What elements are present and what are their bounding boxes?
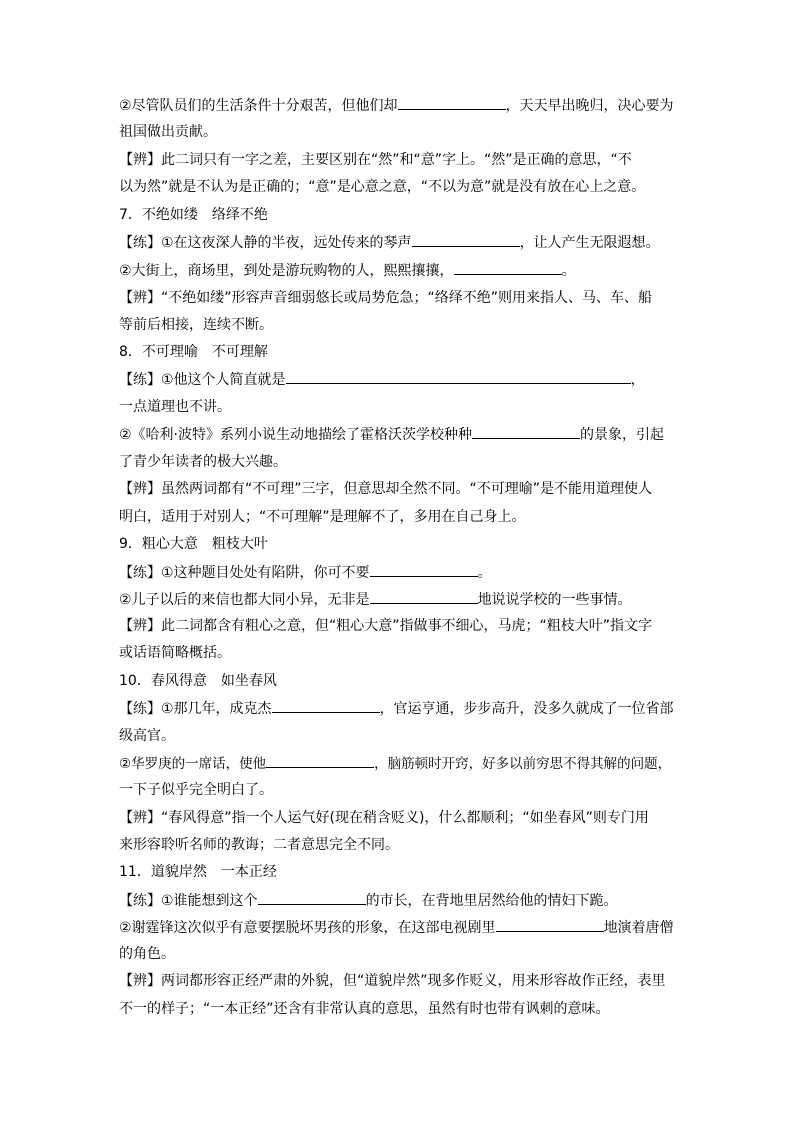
text-line: 一点道理也不讲。 <box>119 399 231 415</box>
text-line: 一下子似乎完全明白了。 <box>119 782 273 798</box>
text-line: 的角色。 <box>119 946 175 962</box>
answer-blank[interactable] <box>370 589 478 604</box>
exercise-line <box>119 232 660 252</box>
exercise-text: ②谢霆锋这次似乎有意要摆脱坏男孩的形象，在这部电视剧里 <box>119 920 496 936</box>
answer-blank[interactable] <box>412 232 520 247</box>
explanation-line: 或话语简略概括。 <box>119 645 231 661</box>
exercise-text: ②大街上，商场里，到处是游玩购物的人，熙熙攘攘， <box>119 263 454 279</box>
exercise-line <box>119 753 671 773</box>
explanation-line: 来形容聆听名师的教诲；二者意思完全不同。 <box>119 837 399 853</box>
exercise-text: 。 <box>561 263 576 279</box>
explanation-line: 【辨】“春风得意”指一个人运气好(现在稍含贬义)，什么都顺利；“如坐春风”则专门用 <box>119 810 649 826</box>
exercise-line <box>119 260 576 280</box>
answer-blank[interactable] <box>496 917 604 932</box>
exercise-line <box>119 424 664 444</box>
exercise-line <box>119 698 674 718</box>
explanation-line: 【辨】“不绝如缕”形容声音细弱悠长或局势危急；“络绎不绝”则用来指人、马、车、船 <box>119 290 653 306</box>
exercise-text: 【练】①那几年，成克杰 <box>119 701 272 717</box>
text-line: 了青少年读者的极大兴趣。 <box>119 454 287 470</box>
exercise-line <box>119 562 492 582</box>
exercise-line <box>119 589 632 609</box>
explanation-line: 【辨】此二词只有一字之差，主要区别在“然”和“意”字上。“然”是正确的意思，“不 <box>119 152 632 168</box>
exercise-text: ，脑筋顿时开窍，好多以前穷思不得其解的问题， <box>374 756 672 772</box>
answer-blank[interactable] <box>398 95 506 110</box>
exercise-text: 的市长，在背地里居然给他的情妇下跪。 <box>365 893 618 909</box>
exercise-text: ，让人产生无限遐想。 <box>519 235 660 251</box>
exercise-text: 【练】①这种题目处处有陷阱，你可不要 <box>119 565 370 581</box>
exercise-text: ②华罗庚的一席话，使他 <box>119 756 267 772</box>
exercise-text: 【练】①谁能想到这个 <box>119 893 258 909</box>
exercise-text: ②儿子以后的来信也都大同小异，无非是 <box>119 592 370 608</box>
exercise-text: 的景象，引起 <box>580 427 664 443</box>
exercise-text: ②《哈利·波特》系列小说生动地描绘了霍格沃茨学校种种 <box>119 427 472 443</box>
exercise-line <box>119 917 674 937</box>
explanation-line: 以为然”就是不认为是正确的；“意”是心意之意，“不以为意”就是没有放在心上之意。 <box>119 179 646 195</box>
section-heading: 8．不可理喻 不可理解 <box>119 344 268 360</box>
exercise-text: 。 <box>477 565 492 581</box>
exercise-line <box>119 890 618 910</box>
answer-blank[interactable] <box>370 562 478 577</box>
text-line: 级高官。 <box>119 728 175 744</box>
answer-blank[interactable] <box>472 424 580 439</box>
answer-blank[interactable] <box>286 369 631 384</box>
exercise-text: ，天天早出晚归，决心要为 <box>505 98 674 114</box>
explanation-line: 【辨】虽然两词都有“不可理”三字，但意思却全然不同。“不可理喻”是不能用道理使人 <box>119 481 653 497</box>
section-heading: 10．春风得意 如坐春风 <box>119 673 277 689</box>
exercise-text: ，官运亨通，步步高升，没多久就成了一位省部 <box>379 701 674 717</box>
text-line: 祖国做出贡献。 <box>119 124 217 140</box>
exercise-text: ， <box>630 372 645 388</box>
exercise-line <box>119 95 674 115</box>
answer-blank[interactable] <box>258 890 366 905</box>
answer-blank[interactable] <box>272 698 380 713</box>
exercise-line <box>119 369 645 389</box>
explanation-line: 等前后相接，连续不断。 <box>119 317 273 333</box>
explanation-line: 【辨】此二词都含有粗心之意，但“粗心大意”指做事不细心，马虎；“粗枝大叶”指文字 <box>119 618 653 634</box>
explanation-line: 不一的样子；“一本正经”还含有非常认真的意思，虽然有时也带有讽刺的意味。 <box>119 1001 610 1017</box>
explanation-line: 明白，适用于对别人；“不可理解”是理解不了，多用在自己身上。 <box>119 509 526 525</box>
exercise-text: 地说说学校的一些事情。 <box>477 592 632 608</box>
answer-blank[interactable] <box>454 260 562 275</box>
exercise-text: 地演着唐僧 <box>603 920 674 936</box>
answer-blank[interactable] <box>266 753 374 768</box>
section-heading: 7．不绝如缕 络绎不绝 <box>119 207 268 223</box>
exercise-text: ②尽管队员们的生活条件十分艰苦，但他们却 <box>119 98 398 114</box>
exercise-text: 【练】①他这个人简直就是 <box>119 372 286 388</box>
explanation-line: 【辨】两词都形容正经严肃的外貌，但“道貌岸然”现多作贬义，用来形容故作正经，表里 <box>119 973 666 989</box>
exercise-text: 【练】①在这夜深人静的半夜，远处传来的琴声 <box>119 235 412 251</box>
section-heading: 9．粗心大意 粗枝大叶 <box>119 536 268 552</box>
section-heading: 11．道貌岸然 一本正经 <box>119 864 277 880</box>
